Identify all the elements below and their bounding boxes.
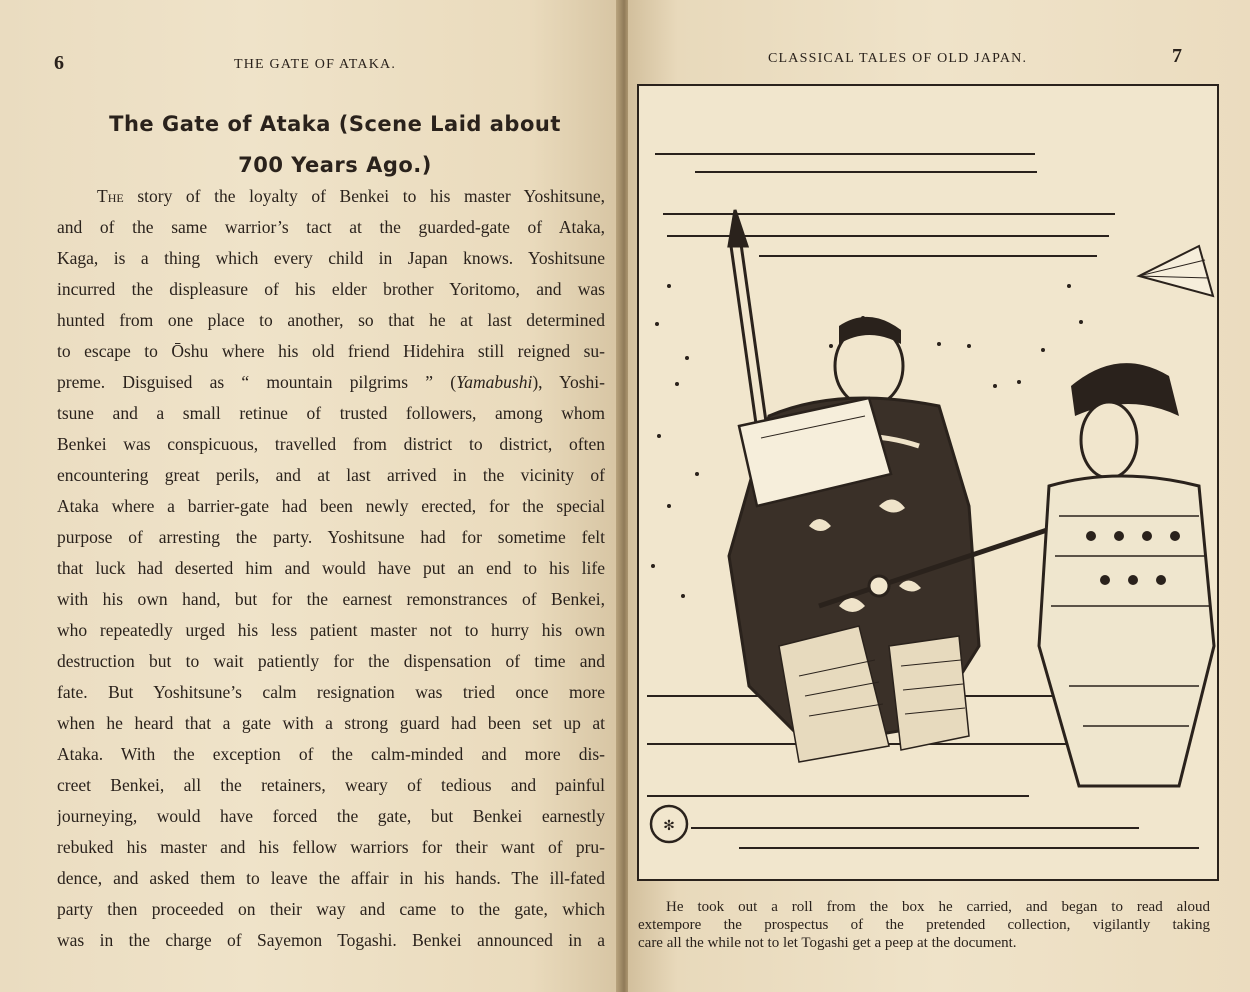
benkei-figure — [729, 317, 979, 762]
body-line-18: when he heard that a gate with a strong guard had been set up at — [57, 713, 605, 733]
body-line-11: Ataka where a barrier-gate had been newly erected, for the special — [57, 496, 605, 516]
body-line-4: incurred the displeasure of his elder brother Yoritomo, and was — [57, 279, 605, 299]
body-line-22: rebuked his master and his fellow warriors for their want of pru- — [57, 837, 605, 857]
body-line-21: journeying, would have forced the gate, but Benkei earnestly — [57, 806, 605, 826]
chapter-title-line-2: 700 Years Ago.) — [238, 153, 432, 177]
left-page — [0, 0, 622, 992]
body-line-12: purpose of arresting the party. Yoshitsune had for sometime felt — [57, 527, 605, 547]
body-line-23: dence, and asked them to leave the affair in his hands. The ill-fated — [57, 868, 605, 888]
body-line-3: Kaga, is a thing which every child in Japan knows. Yoshitsune — [57, 248, 605, 268]
body-line-9: Benkei was conspicuous, travelled from district to district, often — [57, 434, 605, 454]
body-line-6: to escape to Ōshu where his old friend Hidehira still reigned su- — [57, 341, 605, 361]
body-line-7: preme. Disguised as “ mountain pilgrims ” (Yamabushi), Yoshi- — [57, 372, 605, 392]
illustration-caption — [638, 898, 1210, 952]
body-line-8: tsune and a small retinue of trusted followers, among whom — [57, 403, 605, 423]
right-running-head: CLASSICAL TALES OF OLD JAPAN. — [768, 51, 1028, 66]
right-page — [628, 0, 1250, 992]
caption-line-2: extempore the prospectus of the pretended collection, vigilantly taking — [638, 917, 1210, 933]
drop-word: The — [97, 186, 124, 206]
body-line-5: hunted from one place to another, so that he at last determined — [57, 310, 605, 330]
svg-text:✻: ✻ — [663, 818, 675, 834]
right-page-number: 7 — [1172, 45, 1182, 67]
italic-term: Yamabushi — [456, 372, 533, 392]
artist-seal-icon — [651, 806, 687, 842]
caption-line-3: care all the while not to let Togashi get a peep at the document. — [638, 935, 1017, 951]
body-line-13: that luck had deserted him and would have put an end to his life — [57, 558, 605, 578]
body-line-25: was in the charge of Sayemon Togashi. Benkei announced in a — [57, 930, 605, 950]
body-line-24: party then proceeded on their way and came to the gate, which — [57, 899, 605, 919]
body-line-14: with his own hand, but for the earnest remonstrances of Benkei, — [57, 589, 605, 609]
body-line-17: fate. But Yoshitsune’s calm resignation was tried once more — [57, 682, 605, 702]
body-line-16: destruction but to wait patiently for the dispensation of time and — [57, 651, 605, 671]
body-line-15: who repeatedly urged his less patient master not to hurry his own — [57, 620, 605, 640]
body-line-20: creet Benkei, all the retainers, weary of tedious and painful — [57, 775, 605, 795]
left-page-number: 6 — [54, 52, 64, 74]
body-line-19: Ataka. With the exception of the calm-minded and more dis- — [57, 744, 605, 764]
togashi-figure — [1039, 246, 1214, 786]
chapter-title-line-1: The Gate of Ataka (Scene Laid about — [109, 112, 561, 136]
left-running-head: THE GATE OF ATAKA. — [234, 57, 397, 72]
caption-line-1: He took out a roll from the box he carried, and began to read aloud — [666, 899, 1210, 915]
illustration-svg — [639, 86, 1217, 879]
chapter-title — [70, 104, 600, 186]
body-line-1: The story of the loyalty of Benkei to his master Yoshitsune, — [97, 186, 605, 206]
woodblock-illustration — [637, 84, 1219, 881]
body-line-2: and of the same warrior’s tact at the guarded-gate of Ataka, — [57, 217, 605, 237]
body-line-10: encountering great perils, and at last arrived in the vicinity of — [57, 465, 605, 485]
